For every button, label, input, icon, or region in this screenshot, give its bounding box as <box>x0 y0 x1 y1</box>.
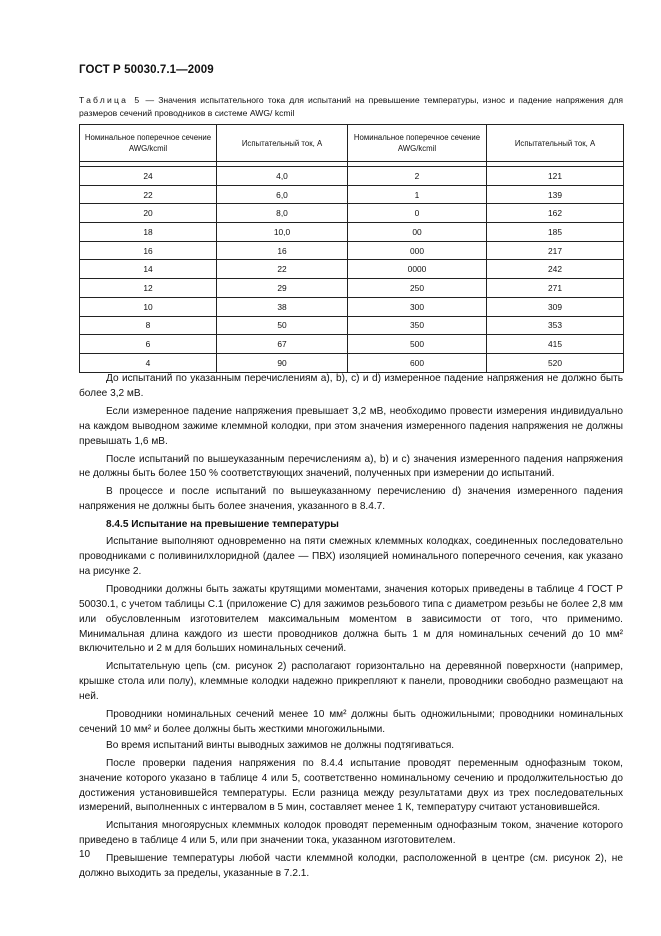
table-cell: 250 <box>348 279 487 298</box>
table-cell: 6 <box>80 335 217 354</box>
table-cell: 24 <box>80 167 217 186</box>
paragraph: Испытания многоярусных клеммных колодок проводят переменным однофазным током, значение которого приведено в таблице 4 или 5, или при значении тока, указанном изготовителем. <box>79 820 623 847</box>
table-cell: 22 <box>80 185 217 204</box>
table-cell: 1 <box>348 185 487 204</box>
table-cell: 20 <box>80 204 217 223</box>
table-cell: 22 <box>217 260 348 279</box>
table-cell: 50 <box>217 316 348 335</box>
table-cell: 415 <box>487 335 624 354</box>
table-cell: 12 <box>80 279 217 298</box>
table-row <box>80 297 624 316</box>
header-cross-section-1: Номинальное поперечное сечение AWG/kcmil <box>80 125 217 162</box>
table-cell: 000 <box>348 241 487 260</box>
table-cell: 300 <box>348 297 487 316</box>
document-header: ГОСТ Р 50030.7.1—2009 <box>79 64 214 76</box>
table-cell: 185 <box>487 223 624 242</box>
table-cell: 18 <box>80 223 217 242</box>
header-cross-section-2: Номинальное поперечное сечение AWG/kcmil <box>348 125 487 162</box>
paragraph: До испытаний по указанным перечислениям a), b), c) и d) измеренное падение напряжения не должно быть более 3,2 мВ. <box>79 373 623 399</box>
table-caption-label: Таблица 5 <box>79 95 142 105</box>
table-header-row <box>80 125 624 162</box>
paragraph: Если измеренное падение напряжения превышает 3,2 мВ, необходимо провести измерения индивидуально на каждом выводном зажиме клеммной колодки, при этом значения измеренного падения напряжения не должны превышать 1,6 мВ. <box>79 405 623 447</box>
table-row <box>80 335 624 354</box>
paragraph: Проводники должны быть зажаты крутящими моментами, значения которых приведены в таблице 4 ГОСТ Р 50030.1, с учетом таблицы С.1 (приложение С) для зажимов резьбового типа с диаметром резьбы не более 2,8 мм или обусловленным изготовителем максимальным моментом в зависимости от того, что применимо. Минимальная длина каждого из шести проводников должна быть 1 м для номинальных сечений до 10 мм² включительно и 2 м для больших номинальных сечений. <box>79 583 623 655</box>
table-row <box>80 204 624 223</box>
table-cell: 8,0 <box>217 204 348 223</box>
table-row <box>80 167 624 186</box>
paragraph: Проводники номинальных сечений менее 10 мм² должны быть одножильными; проводники номинальных сечений 10 мм² и более должны быть жесткими многожильными. <box>79 709 623 735</box>
table-cell: 6,0 <box>217 185 348 204</box>
table-cell: 14 <box>80 260 217 279</box>
paragraph: После проверки падения напряжения по 8.4.4 испытание проводят переменным однофазным током, значение которого указано в таблице 4 или 5, соответственно номинальному сечению и продолжительностью до достижения установившейся температуры. Если разница между результатами двух из трех последовательных измерений, выполненных с интервалом в 5 мин, составляет менее 1 К, температуру считают установившейся. <box>79 757 623 814</box>
table-cell: 10,0 <box>217 223 348 242</box>
table-row <box>80 185 624 204</box>
table-cell: 600 <box>348 353 487 372</box>
paragraph: Во время испытаний винты выводных зажимов не должны подтягиваться. <box>106 739 455 751</box>
table-cell: 242 <box>487 260 624 279</box>
paragraph: В процессе и после испытаний по вышеуказанному перечислению d) значения измеренного падения напряжения не должны быть более значения, указанного в 8.4.7. <box>79 486 623 513</box>
table-cell: 121 <box>487 167 624 186</box>
table-row <box>80 223 624 242</box>
paragraph: После испытаний по вышеуказанным перечислениям a), b) и c) значения измеренного падения напряжения не должны быть более 150 % соответствующих значений, полученных при измерении до испытаний. <box>79 453 623 480</box>
table-cell: 520 <box>487 353 624 372</box>
table-cell: 217 <box>487 241 624 260</box>
table-cell: 309 <box>487 297 624 316</box>
table-caption <box>79 94 623 119</box>
table-cell: 16 <box>80 241 217 260</box>
table-row <box>80 279 624 298</box>
table-cell: 139 <box>487 185 624 204</box>
body-text <box>79 372 623 885</box>
table-cell: 0 <box>348 204 487 223</box>
header-test-current-1: Испытательный ток, А <box>217 125 348 162</box>
section-heading: 8.4.5 Испытание на превышение температуры <box>106 519 339 531</box>
table-cell: 350 <box>348 316 487 335</box>
header-test-current-2: Испытательный ток, А <box>487 125 624 162</box>
paragraph: Превышение температуры любой части клеммной колодки, расположенной в центре (см. рисунок 2), не должно выходить за пределы, указанные в 7.2.1. <box>79 853 623 880</box>
table-cell: 500 <box>348 335 487 354</box>
table-cell: 00 <box>348 223 487 242</box>
table-row <box>80 241 624 260</box>
table-cell: 67 <box>217 335 348 354</box>
table-cell: 16 <box>217 241 348 260</box>
table-row <box>80 260 624 279</box>
paragraph: Испытание выполняют одновременно на пяти смежных клеммных колодках, соединенных последовательно проводниками с поливинилхлоридной (далее — ПВХ) изоляцией номинального поперечного сечения, как указано на рисунке 2. <box>79 536 623 577</box>
table-row <box>80 316 624 335</box>
table-cell: 0000 <box>348 260 487 279</box>
table-cell: 29 <box>217 279 348 298</box>
paragraph: Испытательную цепь (см. рисунок 2) располагают горизонтально на деревянной поверхности (например, крышке стола или полу), клеммные колодки надежно прикрепляют к панели, проводники свободно размещают на ней. <box>79 661 623 703</box>
table-cell: 4,0 <box>217 167 348 186</box>
table-cell: 10 <box>80 297 217 316</box>
page-number: 10 <box>79 849 91 860</box>
table-cell: 353 <box>487 316 624 335</box>
table-row <box>80 353 624 372</box>
table-cell: 271 <box>487 279 624 298</box>
table-cell: 2 <box>348 167 487 186</box>
table-cell: 38 <box>217 297 348 316</box>
table-cell: 4 <box>80 353 217 372</box>
table-cell: 8 <box>80 316 217 335</box>
table-caption-text: — Значения испытательного тока для испытаний на превышение температуры, износ и падение напряжения для размеров сечений проводников в системе AWG/ kcmil <box>79 95 623 118</box>
test-current-table <box>79 124 624 373</box>
table-cell: 162 <box>487 204 624 223</box>
table-cell: 90 <box>217 353 348 372</box>
